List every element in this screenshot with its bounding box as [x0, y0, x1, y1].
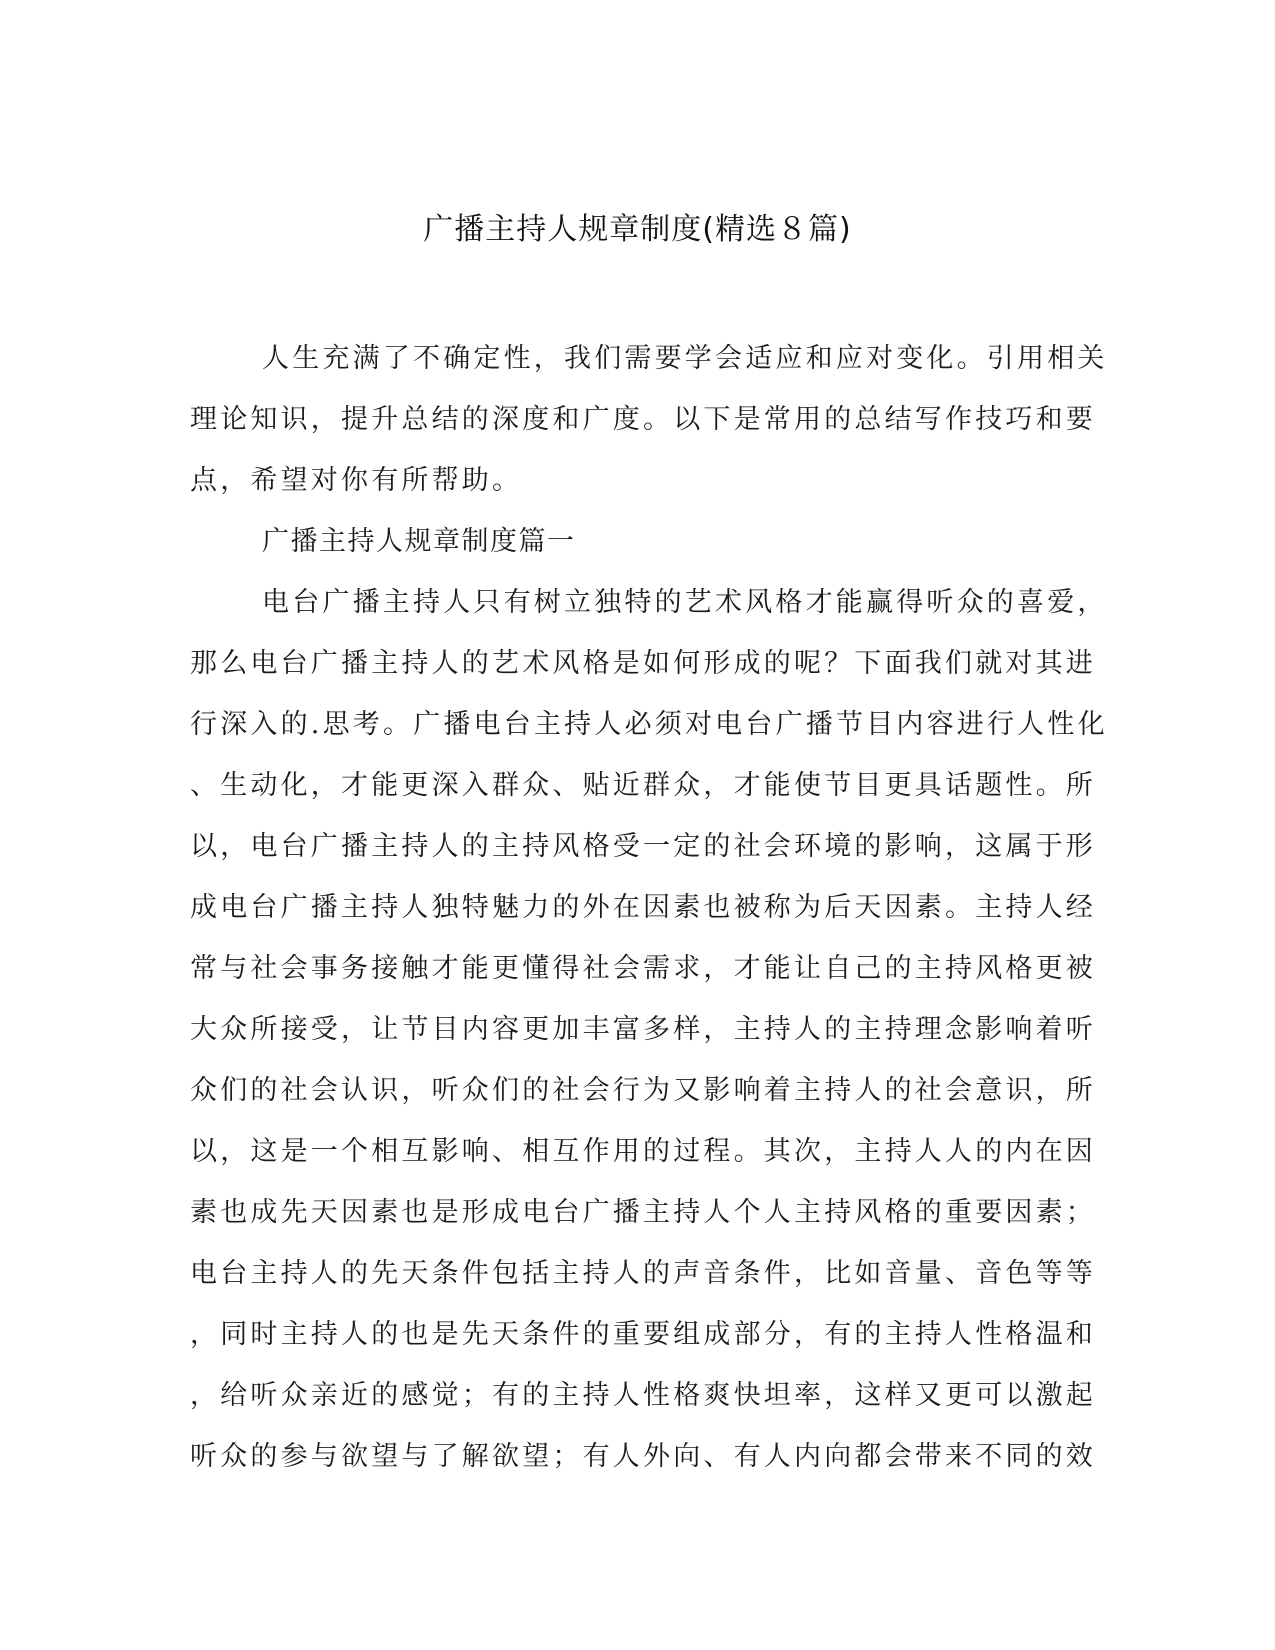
document-title: 广播主持人规章制度(精选８篇)	[423, 212, 852, 247]
paragraph-line: 、生动化，才能更深入群众、贴近群众，才能使节目更具话题性。所	[190, 770, 1096, 801]
paragraph-line: 成电台广播主持人独特魅力的外在因素也被称为后天因素。主持人经	[190, 892, 1096, 923]
paragraph-line: ，给听众亲近的感觉；有的主持人性格爽快坦率，这样又更可以激起	[190, 1380, 1096, 1411]
paragraph-line: 人生充满了不确定性，我们需要学会适应和应对变化。引用相关	[262, 343, 1108, 374]
paragraph-line: 电台广播主持人只有树立独特的艺术风格才能赢得听众的喜爱，	[262, 587, 1108, 618]
paragraph-line: 以，电台广播主持人的主持风格受一定的社会环境的影响，这属于形	[190, 831, 1096, 862]
paragraph-line: 以，这是一个相互影响、相互作用的过程。其次，主持人人的内在因	[190, 1136, 1096, 1167]
paragraph-line: 那么电台广播主持人的艺术风格是如何形成的呢？下面我们就对其进	[190, 648, 1096, 679]
paragraph-line: 电台主持人的先天条件包括主持人的声音条件，比如音量、音色等等	[190, 1258, 1096, 1289]
section-heading-block	[190, 511, 1075, 572]
intro-paragraph	[190, 328, 1108, 511]
paragraph-line: 常与社会事务接触才能更懂得社会需求，才能让自己的主持风格更被	[190, 953, 1096, 984]
paragraph-line: 大众所接受，让节目内容更加丰富多样，主持人的主持理念影响着听	[190, 1014, 1096, 1045]
paragraph-line: 听众的参与欲望与了解欲望；有人外向、有人内向都会带来不同的效	[190, 1441, 1096, 1472]
paragraph-line: 行深入的.思考。广播电台主持人必须对电台广播节目内容进行人性化	[190, 709, 1108, 740]
paragraph-line: 理论知识，提升总结的深度和广度。以下是常用的总结写作技巧和要	[190, 404, 1096, 435]
paragraph-line: 点，希望对你有所帮助。	[190, 465, 523, 496]
section-heading: 广播主持人规章制度篇一	[262, 526, 576, 557]
document-body	[190, 328, 1108, 1487]
paragraph-line: ，同时主持人的也是先天条件的重要组成部分，有的主持人性格温和	[190, 1319, 1096, 1350]
paragraph-line: 众们的社会认识，听众们的社会行为又影响着主持人的社会意识，所	[190, 1075, 1096, 1106]
section-paragraph	[190, 572, 1108, 1487]
paragraph-line: 素也成先天因素也是形成电台广播主持人个人主持风格的重要因素；	[190, 1197, 1096, 1228]
